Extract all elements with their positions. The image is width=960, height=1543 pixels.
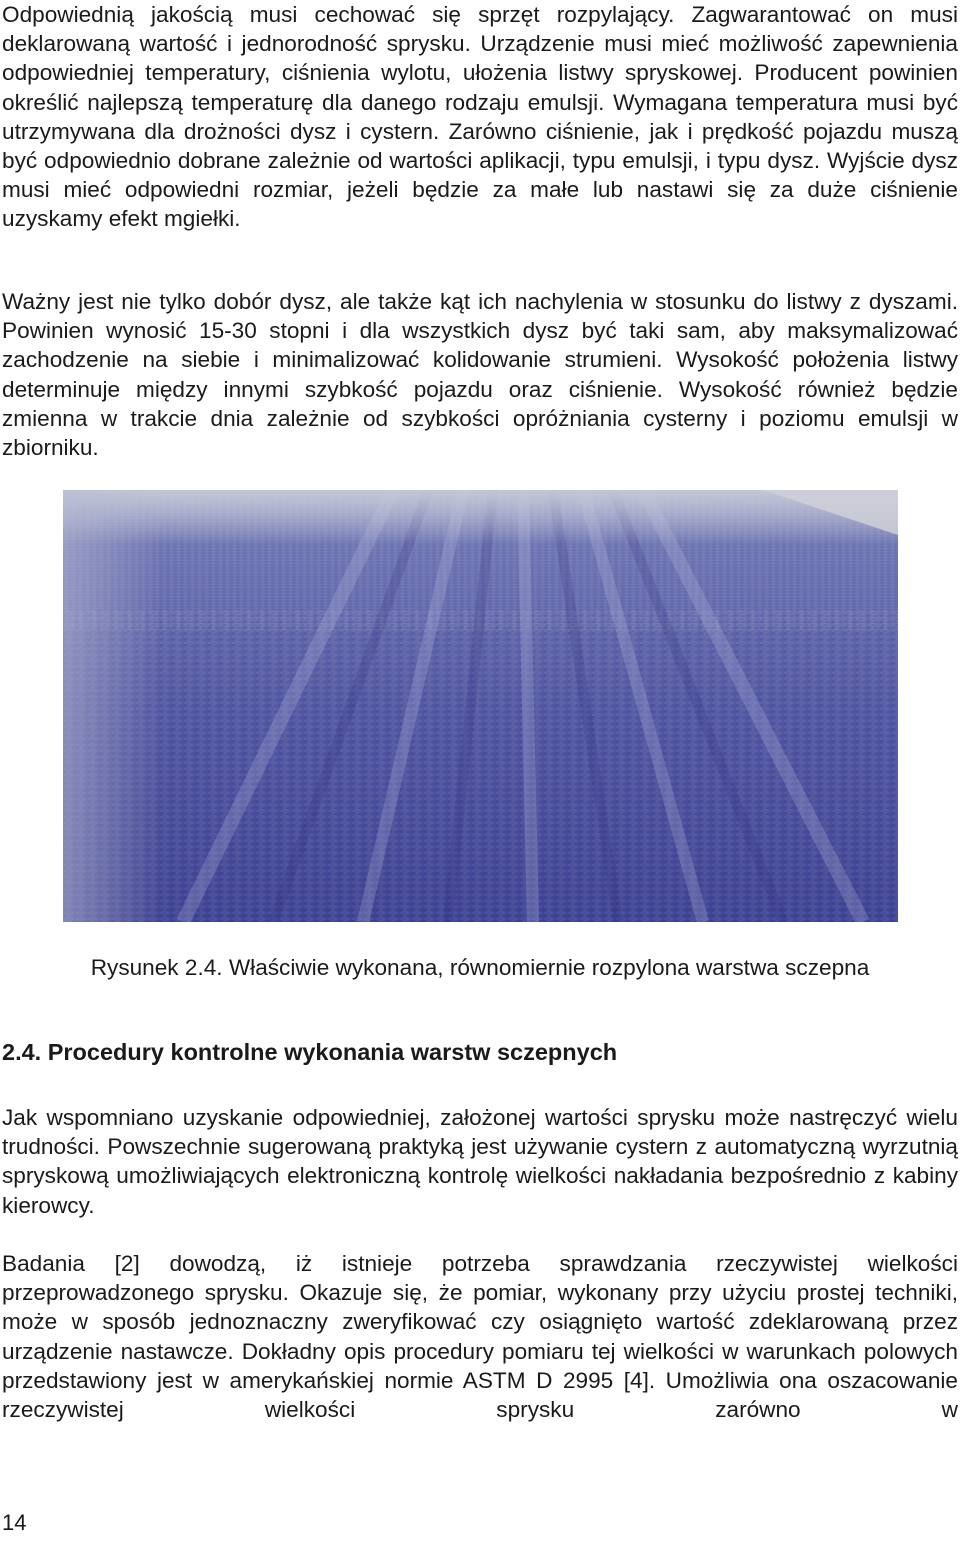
tack-coat-surface-image: [63, 490, 898, 922]
section-heading: 2.4. Procedury kontrolne wykonania warstw sczepnych: [2, 1039, 618, 1065]
figure-tack-coat-photo: [63, 490, 898, 922]
paragraph-spray-control: Jak wspomniano uzyskanie odpowiedniej, założonej wartości sprysku może nastręczyć wielu trudności. Powszechnie sugerowaną praktyką jest używanie cystern z automatyczną wyrzutnią spryskową umożliwiających elektroniczną kontrolę wielkości nakładania bezpośrednio z kabiny kierowcy.: [2, 1105, 958, 1218]
paragraph-equipment-quality: Odpowiednią jakością musi cechować się sprzęt rozpylający. Zagwarantować on musi deklarowaną wartość i jednorodność sprysku. Urządzenie musi mieć możliwość zapewnienia odpowiedniej temperatury, ciśnienia wylotu, ułożenia listwy spryskowej. Producent powinien określić najlepszą temperaturę dla danego rodzaju emulsji. Wymagana temperatura musi być utrzymywana dla drożności dysz i cystern. Zarówno ciśnienie, jak i prędkość pojazdu muszą być odpowiednio dobrane zależnie od wartości aplikacji, typu emulsji, i typu dysz. Wyjście dysz musi mieć odpowiedni rozmiar, jeżeli będzie za małe lub nastawi się za duże ciśnienie uzyskamy efekt mgiełki.: [2, 2, 958, 232]
page-number: 14: [2, 1510, 27, 1535]
paragraph-research-astm: Badania [2] dowodzą, iż istnieje potrzeba sprawdzania rzeczywistej wielkości przeprowadzonego sprysku. Okazuje się, że pomiar, wykonany przy użyciu prostej techniki, może w sposób jednoznaczny zweryfikować czy osiągnięto wartość zdeklarowaną przez urządzenie nastawcze. Dokładny opis procedury pomiaru tej wielkości w warunkach polowych przedstawiony jest w amerykańskiej normie ASTM D 2995 [4]. Umożliwia ona oszacowanie rzeczywistej wielkości sprysku zarówno w: [2, 1251, 958, 1423]
left-edge-light: [63, 490, 898, 922]
figure-caption: Rysunek 2.4. Właściwie wykonana, równomiernie rozpylona warstwa sczepna: [90, 955, 870, 980]
paragraph-nozzle-angle: Ważny jest nie tylko dobór dysz, ale także kąt ich nachylenia w stosunku do listwy z dyszami. Powinien wynosić 15-30 stopni i dla wszystkich dysz być taki sam, aby maksymalizować zachodzenie na siebie i minimalizować kolidowanie strumieni. Wysokość położenia listwy determinuje między innymi szybkość pojazdu oraz ciśnienie. Wysokość również będzie zmienna w trakcie dnia zależnie od szybkości opróżniania cysterny i poziomu emulsji w zbiorniku.: [2, 289, 958, 461]
